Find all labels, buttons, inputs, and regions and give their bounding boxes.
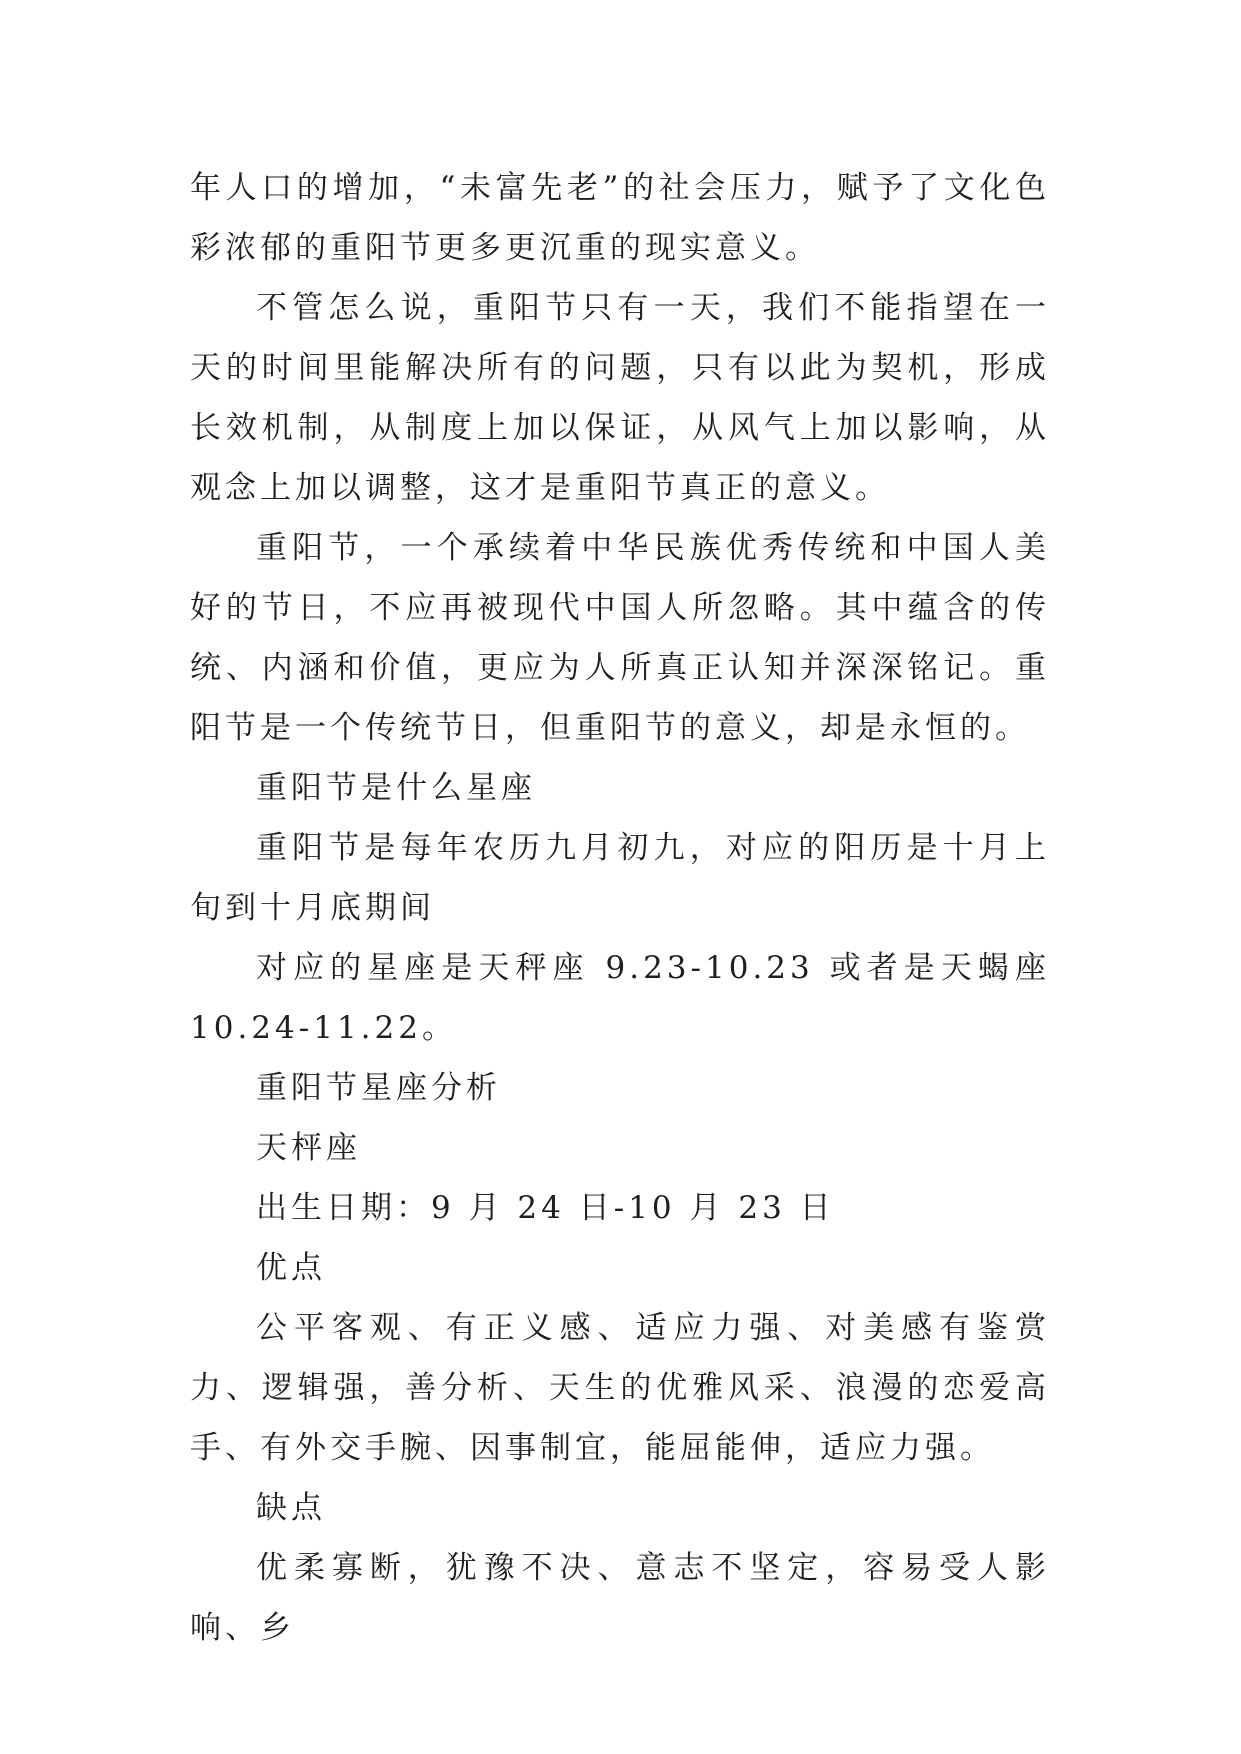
subheading-strengths: 优点 — [256, 1250, 326, 1286]
birth-date-range: 出生日期：9 月 24 日-10 月 23 日 — [256, 1190, 835, 1226]
paragraph: 对应的星座是天秤座 9.23-10.23 或者是天蝎座 10.24-11.22。 — [190, 950, 1050, 1046]
paragraph: 优柔寡断，犹豫不决、意志不坚定，容易受人影响、乡 — [190, 1550, 1050, 1646]
paragraph: 重阳节，一个承续着中华民族优秀传统和中国人美好的节日，不应再被现代中国人所忽略。其中蕴含的传统、内涵和价值，更应为人所真正认知并深深铭记。重阳节是一个传统节日，但重阳节的意义，却是永恒的。 — [190, 530, 1050, 746]
zodiac-name: 天枰座 — [256, 1130, 361, 1166]
paragraph: 年人口的增加，“未富先老”的社会压力，赋予了文化色彩浓郁的重阳节更多更沉重的现实意义。 — [190, 170, 1050, 266]
document-body — [190, 158, 1050, 1658]
subheading-weaknesses: 缺点 — [256, 1490, 326, 1526]
section-heading: 重阳节星座分析 — [256, 1070, 501, 1106]
paragraph: 公平客观、有正义感、适应力强、对美感有鉴赏力、逻辑强，善分析、天生的优雅风采、浪漫的恋爱高手、有外交手腕、因事制宜，能屈能伸，适应力强。 — [190, 1310, 1050, 1466]
paragraph: 重阳节是每年农历九月初九，对应的阳历是十月上旬到十月底期间 — [190, 830, 1050, 926]
paragraph: 不管怎么说，重阳节只有一天，我们不能指望在一天的时间里能解决所有的问题，只有以此为契机，形成长效机制，从制度上加以保证，从风气上加以影响，从观念上加以调整，这才是重阳节真正的意义。 — [190, 290, 1050, 506]
section-heading: 重阳节是什么星座 — [256, 770, 536, 806]
